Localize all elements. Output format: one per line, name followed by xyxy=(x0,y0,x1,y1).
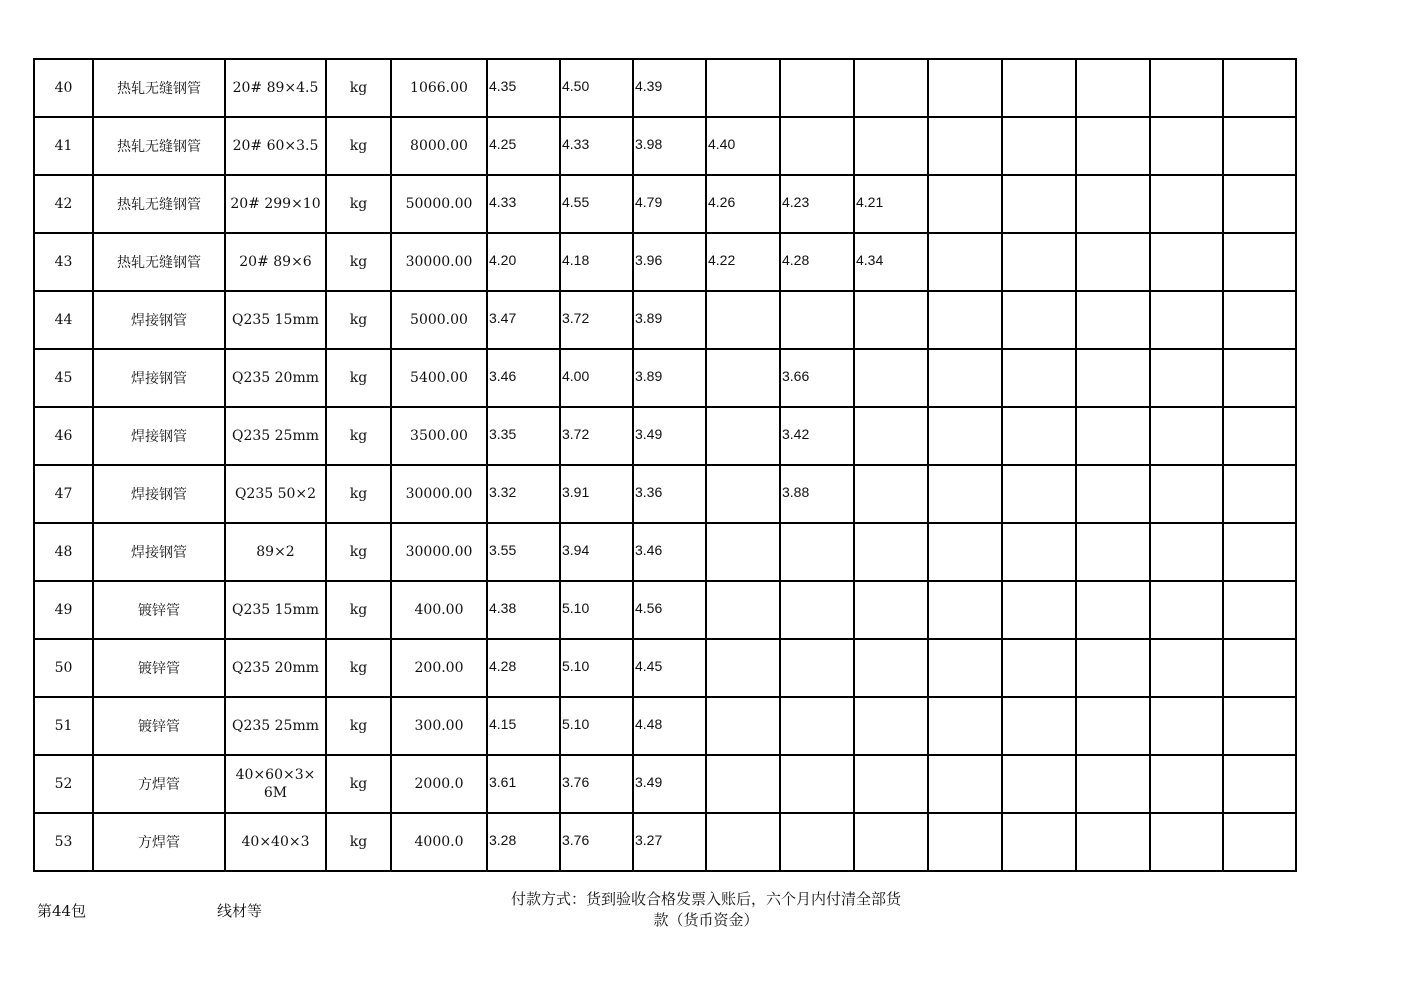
unit-cell: kg xyxy=(326,465,391,523)
quote-price-cell xyxy=(928,175,1002,233)
quote-price-cell xyxy=(1150,581,1223,639)
quote-price-cell xyxy=(1076,175,1150,233)
quote-price-cell xyxy=(780,349,854,407)
quote-price-cell xyxy=(854,291,928,349)
quote-price-value: 4.45 xyxy=(635,658,663,674)
quote-price-value: 4.48 xyxy=(635,716,663,732)
unit-cell: kg xyxy=(326,117,391,175)
quote-price-value: 4.34 xyxy=(856,252,884,268)
quote-price-value: 4.79 xyxy=(635,194,663,210)
table-row xyxy=(34,697,1296,755)
specification-cell: 89×2 xyxy=(225,523,326,581)
quote-price-cell xyxy=(1223,349,1296,407)
quote-price-cell xyxy=(1076,755,1150,813)
quote-price-cell xyxy=(780,813,854,871)
quote-price-cell xyxy=(854,813,928,871)
quote-price-cell xyxy=(706,755,780,813)
quote-price-cell xyxy=(780,407,854,465)
quote-price-cell xyxy=(1150,407,1223,465)
row-number-cell: 43 xyxy=(34,233,93,291)
quote-price-value: 4.25 xyxy=(489,136,517,152)
quote-price-value: 5.10 xyxy=(562,716,590,732)
quote-price-value: 3.76 xyxy=(562,774,590,790)
quote-price-value: 3.46 xyxy=(489,368,517,384)
quote-price-cell xyxy=(928,523,1002,581)
quote-price-cell xyxy=(854,465,928,523)
row-number-cell: 46 xyxy=(34,407,93,465)
quote-price-cell xyxy=(706,349,780,407)
specification-cell: 20# 89×6 xyxy=(225,233,326,291)
table-row xyxy=(34,581,1296,639)
quote-price-cell xyxy=(854,581,928,639)
quote-price-value: 4.23 xyxy=(782,194,810,210)
table-row xyxy=(34,59,1296,117)
quote-price-cell xyxy=(780,639,854,697)
quote-price-value: 3.89 xyxy=(635,310,663,326)
quote-price-cell xyxy=(1002,407,1076,465)
quantity-cell: 30000.00 xyxy=(391,233,487,291)
quote-price-cell xyxy=(1076,117,1150,175)
material-name-cell: 焊接钢管 xyxy=(93,523,225,581)
specification-cell: Q235 25mm xyxy=(225,407,326,465)
quote-price-cell xyxy=(1150,349,1223,407)
quote-price-cell xyxy=(780,581,854,639)
quote-price-cell xyxy=(706,465,780,523)
procurement-price-table xyxy=(33,58,1297,872)
quote-price-cell xyxy=(487,59,560,117)
quote-price-cell xyxy=(1223,59,1296,117)
quote-price-cell xyxy=(633,697,706,755)
table-row xyxy=(34,639,1296,697)
quote-price-cell xyxy=(560,755,633,813)
quote-price-value: 3.55 xyxy=(489,542,517,558)
row-number-cell: 44 xyxy=(34,291,93,349)
quote-price-cell xyxy=(560,117,633,175)
specification-cell: 20# 60×3.5 xyxy=(225,117,326,175)
quote-price-cell xyxy=(633,59,706,117)
quote-price-cell xyxy=(854,233,928,291)
quote-price-cell xyxy=(487,465,560,523)
quote-price-value: 3.98 xyxy=(635,136,663,152)
quantity-cell: 400.00 xyxy=(391,581,487,639)
quote-price-cell xyxy=(633,291,706,349)
quote-price-value: 3.47 xyxy=(489,310,517,326)
unit-cell: kg xyxy=(326,291,391,349)
quote-price-cell xyxy=(780,465,854,523)
quote-price-cell xyxy=(1223,813,1296,871)
quote-price-cell xyxy=(706,233,780,291)
quote-price-cell xyxy=(1223,639,1296,697)
quote-price-cell xyxy=(560,581,633,639)
material-name-cell: 镀锌管 xyxy=(93,581,225,639)
quote-price-cell xyxy=(1002,755,1076,813)
quote-price-cell xyxy=(1150,639,1223,697)
payment-terms xyxy=(480,889,932,931)
quote-price-cell xyxy=(633,523,706,581)
quote-price-cell xyxy=(854,117,928,175)
quote-price-value: 5.10 xyxy=(562,658,590,674)
quote-price-cell xyxy=(780,523,854,581)
row-number-cell: 52 xyxy=(34,755,93,813)
quote-price-cell xyxy=(633,233,706,291)
quantity-cell: 2000.0 xyxy=(391,755,487,813)
quote-price-value: 4.00 xyxy=(562,368,590,384)
material-name-cell: 热轧无缝钢管 xyxy=(93,59,225,117)
quote-price-cell xyxy=(487,639,560,697)
material-name-cell: 热轧无缝钢管 xyxy=(93,233,225,291)
quote-price-cell xyxy=(1223,465,1296,523)
quote-price-value: 3.36 xyxy=(635,484,663,500)
quote-price-cell xyxy=(1150,697,1223,755)
category-label: 线材等 xyxy=(217,902,263,920)
quote-price-value: 4.15 xyxy=(489,716,517,732)
quote-price-cell xyxy=(854,349,928,407)
quote-price-cell xyxy=(560,175,633,233)
quote-price-cell xyxy=(1150,59,1223,117)
specification-cell: 40×40×3 xyxy=(225,813,326,871)
quote-price-cell xyxy=(633,639,706,697)
quote-price-value: 3.72 xyxy=(562,426,590,442)
quote-price-cell xyxy=(1076,233,1150,291)
quote-price-value: 3.72 xyxy=(562,310,590,326)
table-row xyxy=(34,407,1296,465)
quote-price-value: 3.76 xyxy=(562,832,590,848)
quote-price-cell xyxy=(780,175,854,233)
quote-price-cell xyxy=(633,465,706,523)
quote-price-cell xyxy=(633,349,706,407)
quote-price-cell xyxy=(1002,349,1076,407)
quote-price-cell xyxy=(854,755,928,813)
quote-price-value: 4.26 xyxy=(708,194,736,210)
quote-price-cell xyxy=(706,59,780,117)
quote-price-cell xyxy=(780,755,854,813)
quote-price-cell xyxy=(487,755,560,813)
quantity-cell: 3500.00 xyxy=(391,407,487,465)
table-row xyxy=(34,117,1296,175)
quote-price-value: 4.33 xyxy=(489,194,517,210)
quote-price-cell xyxy=(780,59,854,117)
row-number-cell: 48 xyxy=(34,523,93,581)
quote-price-cell xyxy=(928,639,1002,697)
table-row xyxy=(34,523,1296,581)
quote-price-cell xyxy=(1002,291,1076,349)
quote-price-cell xyxy=(780,291,854,349)
quote-price-cell xyxy=(1150,813,1223,871)
quote-price-cell xyxy=(1002,233,1076,291)
quote-price-cell xyxy=(1076,639,1150,697)
quote-price-cell xyxy=(1076,523,1150,581)
quote-price-value: 3.89 xyxy=(635,368,663,384)
quote-price-value: 4.38 xyxy=(489,600,517,616)
table-row xyxy=(34,465,1296,523)
quote-price-cell xyxy=(560,233,633,291)
quote-price-cell xyxy=(1002,175,1076,233)
quote-price-cell xyxy=(1150,233,1223,291)
quantity-cell: 50000.00 xyxy=(391,175,487,233)
quote-price-cell xyxy=(928,291,1002,349)
specification-cell: Q235 20mm xyxy=(225,349,326,407)
quote-price-value: 4.55 xyxy=(562,194,590,210)
quote-price-cell xyxy=(633,175,706,233)
quantity-cell: 30000.00 xyxy=(391,523,487,581)
specification-cell: Q235 20mm xyxy=(225,639,326,697)
quote-price-cell xyxy=(560,523,633,581)
quote-price-value: 3.61 xyxy=(489,774,517,790)
quote-price-cell xyxy=(560,639,633,697)
quote-price-cell xyxy=(1002,117,1076,175)
quote-price-cell xyxy=(854,523,928,581)
quote-price-cell xyxy=(1150,291,1223,349)
quote-price-cell xyxy=(487,407,560,465)
table-row xyxy=(34,175,1296,233)
specification-cell: Q235 15mm xyxy=(225,581,326,639)
material-name-cell: 热轧无缝钢管 xyxy=(93,117,225,175)
quote-price-cell xyxy=(780,697,854,755)
material-name-cell: 镀锌管 xyxy=(93,639,225,697)
quote-price-value: 4.33 xyxy=(562,136,590,152)
quote-price-cell xyxy=(487,813,560,871)
quote-price-cell xyxy=(560,59,633,117)
quote-price-cell xyxy=(633,813,706,871)
table-row xyxy=(34,755,1296,813)
unit-cell: kg xyxy=(326,755,391,813)
quote-price-cell xyxy=(928,581,1002,639)
quote-price-value: 3.27 xyxy=(635,832,663,848)
quote-price-cell xyxy=(706,291,780,349)
quote-price-value: 3.88 xyxy=(782,484,810,500)
quote-price-cell xyxy=(633,407,706,465)
quote-price-cell xyxy=(1002,639,1076,697)
quote-price-value: 4.28 xyxy=(782,252,810,268)
quote-price-cell xyxy=(1002,59,1076,117)
quote-price-cell xyxy=(1150,175,1223,233)
quote-price-cell xyxy=(706,175,780,233)
quote-price-cell xyxy=(560,291,633,349)
quote-price-cell xyxy=(1076,697,1150,755)
quote-price-cell xyxy=(487,697,560,755)
quote-price-cell xyxy=(1150,465,1223,523)
quote-price-value: 4.20 xyxy=(489,252,517,268)
quote-price-cell xyxy=(706,697,780,755)
quote-price-cell xyxy=(706,581,780,639)
quote-price-cell xyxy=(560,697,633,755)
specification-cell: Q235 25mm xyxy=(225,697,326,755)
quote-price-value: 3.49 xyxy=(635,426,663,442)
quote-price-value: 5.10 xyxy=(562,600,590,616)
quote-price-cell xyxy=(1223,523,1296,581)
quote-price-value: 4.22 xyxy=(708,252,736,268)
quote-price-cell xyxy=(1223,291,1296,349)
material-name-cell: 镀锌管 xyxy=(93,697,225,755)
quote-price-cell xyxy=(780,117,854,175)
quote-price-cell xyxy=(1150,755,1223,813)
quote-price-cell xyxy=(928,349,1002,407)
quote-price-value: 4.21 xyxy=(856,194,884,210)
quote-price-cell xyxy=(928,233,1002,291)
quote-price-cell xyxy=(1002,465,1076,523)
material-name-cell: 焊接钢管 xyxy=(93,349,225,407)
quote-price-cell xyxy=(633,117,706,175)
quote-price-cell xyxy=(1002,697,1076,755)
material-name-cell: 热轧无缝钢管 xyxy=(93,175,225,233)
quote-price-value: 3.94 xyxy=(562,542,590,558)
payment-terms-line-2: 款（货币资金） xyxy=(653,911,759,929)
quote-price-cell xyxy=(854,407,928,465)
quote-price-cell xyxy=(706,523,780,581)
row-number-cell: 49 xyxy=(34,581,93,639)
row-number-cell: 53 xyxy=(34,813,93,871)
quote-price-cell xyxy=(1002,523,1076,581)
quote-price-cell xyxy=(1076,349,1150,407)
payment-terms-line-1: 付款方式：货到验收合格发票入账后，六个月内付清全部货 xyxy=(510,890,901,908)
quote-price-cell xyxy=(1223,117,1296,175)
quantity-cell: 30000.00 xyxy=(391,465,487,523)
unit-cell: kg xyxy=(326,233,391,291)
quote-price-cell xyxy=(1223,755,1296,813)
quote-price-cell xyxy=(487,117,560,175)
table-row xyxy=(34,349,1296,407)
unit-cell: kg xyxy=(326,175,391,233)
quote-price-cell xyxy=(560,813,633,871)
unit-cell: kg xyxy=(326,697,391,755)
quote-price-cell xyxy=(928,117,1002,175)
table-row xyxy=(34,233,1296,291)
quote-price-value: 3.66 xyxy=(782,368,810,384)
quote-price-value: 3.91 xyxy=(562,484,590,500)
table-body xyxy=(34,59,1296,871)
quote-price-value: 3.42 xyxy=(782,426,810,442)
quote-price-value: 4.50 xyxy=(562,78,590,94)
quote-price-value: 3.28 xyxy=(489,832,517,848)
quantity-cell: 5000.00 xyxy=(391,291,487,349)
material-name-cell: 方焊管 xyxy=(93,813,225,871)
quote-price-value: 4.35 xyxy=(489,78,517,94)
quote-price-cell xyxy=(1076,407,1150,465)
specification-cell: Q235 15mm xyxy=(225,291,326,349)
quote-price-cell xyxy=(780,233,854,291)
unit-cell: kg xyxy=(326,639,391,697)
quote-price-value: 3.46 xyxy=(635,542,663,558)
quote-price-cell xyxy=(706,117,780,175)
quote-price-cell xyxy=(928,407,1002,465)
quote-price-value: 4.28 xyxy=(489,658,517,674)
quote-price-value: 3.96 xyxy=(635,252,663,268)
quote-price-cell xyxy=(1002,581,1076,639)
specification-cell: 20# 89×4.5 xyxy=(225,59,326,117)
quantity-cell: 8000.00 xyxy=(391,117,487,175)
quote-price-cell xyxy=(854,697,928,755)
quantity-cell: 5400.00 xyxy=(391,349,487,407)
quote-price-cell xyxy=(1076,465,1150,523)
quote-price-cell xyxy=(560,465,633,523)
quote-price-cell xyxy=(560,407,633,465)
row-number-cell: 50 xyxy=(34,639,93,697)
quote-price-cell xyxy=(928,697,1002,755)
quote-price-cell xyxy=(706,407,780,465)
quote-price-cell xyxy=(854,175,928,233)
quote-price-cell xyxy=(854,59,928,117)
quote-price-cell xyxy=(1150,117,1223,175)
quantity-cell: 4000.0 xyxy=(391,813,487,871)
quote-price-cell xyxy=(487,581,560,639)
quote-price-cell xyxy=(1076,291,1150,349)
unit-cell: kg xyxy=(326,349,391,407)
quote-price-cell xyxy=(1223,407,1296,465)
quote-price-cell xyxy=(928,465,1002,523)
quote-price-value: 3.32 xyxy=(489,484,517,500)
quote-price-cell xyxy=(1002,813,1076,871)
quote-price-value: 4.18 xyxy=(562,252,590,268)
quote-price-cell xyxy=(487,291,560,349)
quote-price-cell xyxy=(633,581,706,639)
unit-cell: kg xyxy=(326,581,391,639)
package-label: 第44包 xyxy=(37,902,87,920)
quote-price-cell xyxy=(487,175,560,233)
quote-price-value: 3.49 xyxy=(635,774,663,790)
quote-price-cell xyxy=(1223,233,1296,291)
specification-cell: 40×60×3× 6M xyxy=(225,755,326,813)
quote-price-cell xyxy=(487,523,560,581)
quote-price-value: 4.40 xyxy=(708,136,736,152)
quote-price-value: 4.39 xyxy=(635,78,663,94)
quote-price-cell xyxy=(1223,697,1296,755)
quote-price-value: 3.35 xyxy=(489,426,517,442)
quote-price-value: 4.56 xyxy=(635,600,663,616)
quantity-cell: 1066.00 xyxy=(391,59,487,117)
quote-price-cell xyxy=(560,349,633,407)
material-name-cell: 焊接钢管 xyxy=(93,465,225,523)
row-number-cell: 45 xyxy=(34,349,93,407)
quote-price-cell xyxy=(928,755,1002,813)
unit-cell: kg xyxy=(326,407,391,465)
quote-price-cell xyxy=(1150,523,1223,581)
row-number-cell: 51 xyxy=(34,697,93,755)
specification-cell: 20# 299×10 xyxy=(225,175,326,233)
quote-price-cell xyxy=(487,349,560,407)
specification-cell: Q235 50×2 xyxy=(225,465,326,523)
table-row xyxy=(34,813,1296,871)
quote-price-cell xyxy=(1076,813,1150,871)
quote-price-cell xyxy=(1076,581,1150,639)
quote-price-cell xyxy=(854,639,928,697)
quote-price-cell xyxy=(928,813,1002,871)
unit-cell: kg xyxy=(326,59,391,117)
quote-price-cell xyxy=(1076,59,1150,117)
quote-price-cell xyxy=(706,813,780,871)
material-name-cell: 焊接钢管 xyxy=(93,291,225,349)
unit-cell: kg xyxy=(326,813,391,871)
material-name-cell: 焊接钢管 xyxy=(93,407,225,465)
quantity-cell: 300.00 xyxy=(391,697,487,755)
quote-price-cell xyxy=(1223,175,1296,233)
row-number-cell: 40 xyxy=(34,59,93,117)
quote-price-cell xyxy=(633,755,706,813)
quote-price-cell xyxy=(1223,581,1296,639)
quote-price-cell xyxy=(706,639,780,697)
quote-price-cell xyxy=(487,233,560,291)
unit-cell: kg xyxy=(326,523,391,581)
table-row xyxy=(34,291,1296,349)
row-number-cell: 47 xyxy=(34,465,93,523)
material-name-cell: 方焊管 xyxy=(93,755,225,813)
row-number-cell: 41 xyxy=(34,117,93,175)
quantity-cell: 200.00 xyxy=(391,639,487,697)
quote-price-cell xyxy=(928,59,1002,117)
row-number-cell: 42 xyxy=(34,175,93,233)
